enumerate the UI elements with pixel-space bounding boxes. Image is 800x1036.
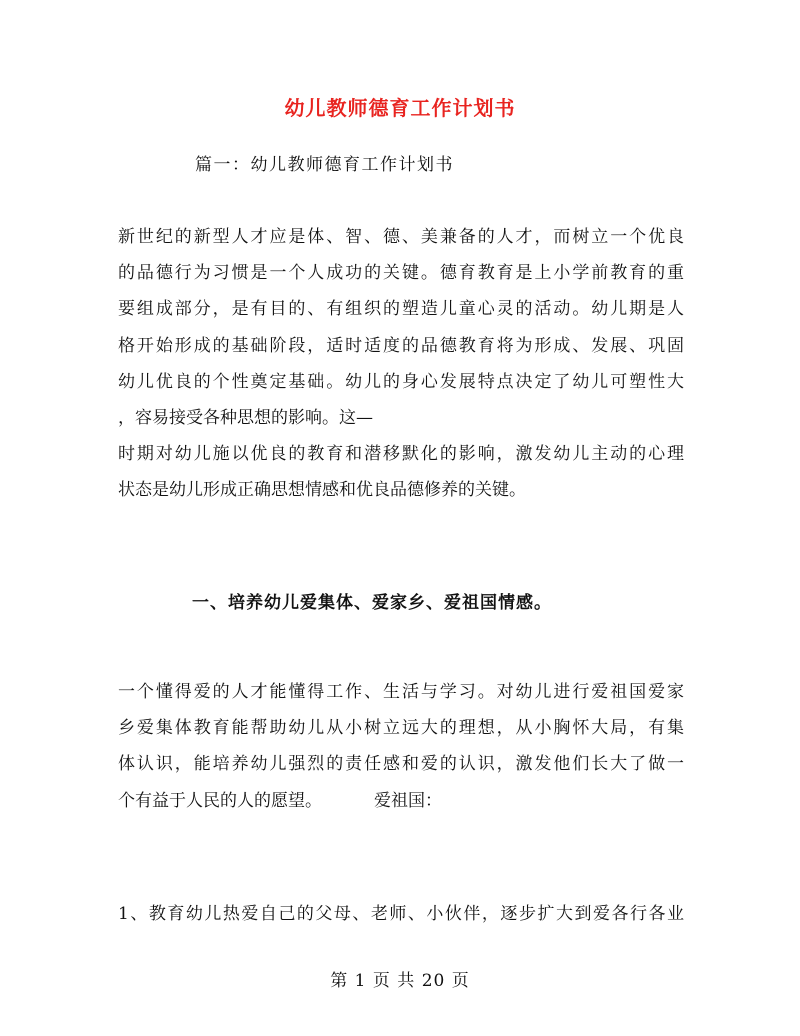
paragraph-line: 1、教育幼儿热爱自己的父母、老师、小伙伴，逐步扩大到爱各行各业 [118,904,684,924]
paragraph-line: 幼儿优良的个性奠定基础。幼儿的身心发展特点决定了幼儿可塑性大 [118,371,684,392]
document-title: 幼儿教师德育工作计划书 [284,96,516,120]
paragraph-line [118,783,684,819]
section-heading: 一、培养幼儿爱集体、爱家乡、爱祖国情感。 [192,593,552,613]
paragraph-line: 时期对幼儿施以优良的教育和潜移默化的影响，激发幼儿主动的心理 [118,444,684,465]
document-subtitle: 篇一：幼儿教师德育工作计划书 [195,155,454,175]
love-education-paragraph [118,674,684,819]
paragraph-line: ，容易接受各种思想的影响。这— [118,408,373,429]
paragraph-line: 状态是幼儿形成正确思想情感和优良品德修养的关键。 [118,480,526,501]
paragraph-line: 一个懂得爱的人才能懂得工作、生活与学习。对幼儿进行爱祖国爱家 [118,682,684,702]
paragraph-line: 体认识，能培养幼儿强烈的责任感和爱的认识，激发他们长大了做一 [118,754,684,775]
paragraph-line: 要组成部分，是有目的、有组织的塑造儿童心灵的活动。幼儿期是人 [118,299,684,320]
paragraph-line: 格开始形成的基础阶段，适时适度的品德教育将为形成、发展、巩固 [118,335,684,356]
love-country-label: 爱祖国： [374,790,442,811]
page-number-footer: 第 1 页 共 20 页 [330,971,470,991]
item-paragraph [118,896,684,932]
paragraph-line: 新世纪的新型人才应是体、智、德、美兼备的人才，而树立一个优良 [118,227,684,247]
paragraph-line: 乡爱集体教育能帮助幼儿从小树立远大的理想，从小胸怀大局，有集 [118,718,684,739]
paragraph-line: 的品德行为习惯是一个人成功的关键。德育教育是上小学前教育的重 [118,263,684,284]
paragraph-line-text: 个有益于人民的人的愿望。 [118,790,322,811]
intro-paragraph [118,219,684,509]
